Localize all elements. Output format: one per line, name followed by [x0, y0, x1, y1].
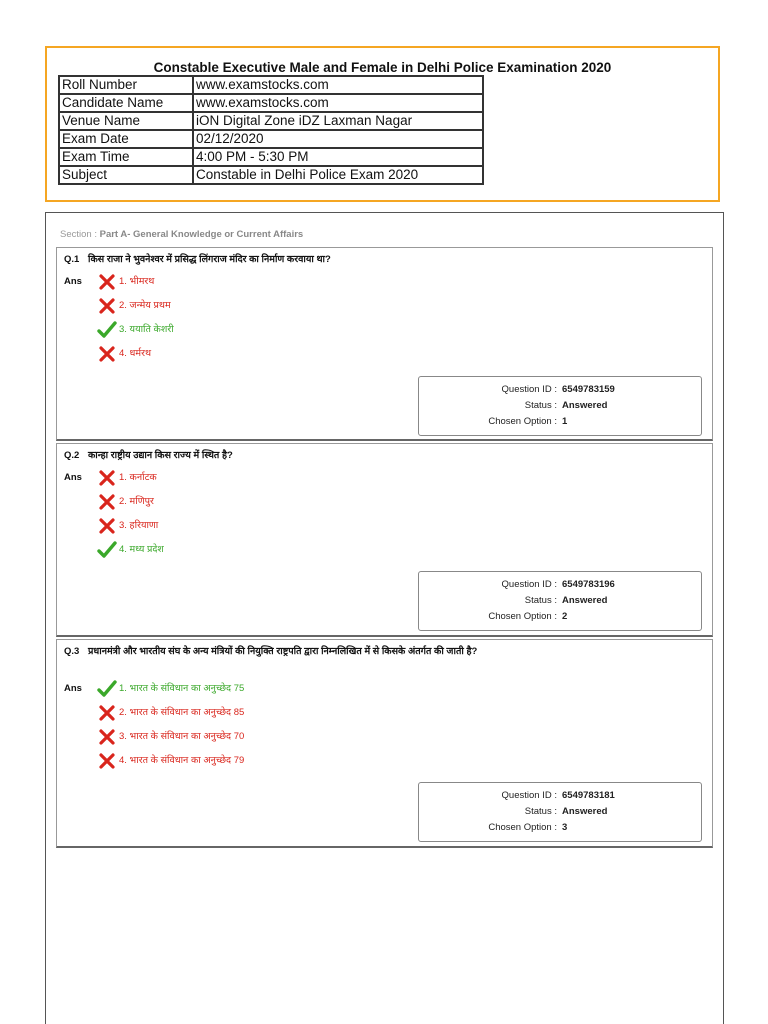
question-body: कान्हा राष्ट्रीय उद्यान किस राज्य में स्थित है?	[88, 450, 233, 461]
status-label: Status :	[524, 595, 557, 606]
option-1	[97, 273, 154, 291]
status-row	[419, 399, 701, 413]
question-1	[56, 247, 713, 441]
wrong-cross-icon	[97, 297, 117, 315]
table-row	[59, 130, 483, 148]
row-value: 4:00 PM - 5:30 PM	[193, 148, 483, 166]
option-label: 4. भारत के संविधान का अनुच्छेद 79	[119, 755, 245, 766]
question-body: किस राजा ने भुवनेश्वर में प्रसिद्ध लिंगराज मंदिर का निर्माण करवाया था?	[88, 254, 331, 265]
option-label: 2. भारत के संविधान का अनुच्छेद 85	[119, 707, 245, 718]
option-3	[97, 321, 174, 339]
question-text	[64, 254, 524, 266]
chosen-option-label: Chosen Option :	[488, 416, 557, 427]
option-label: 1. भीमरथ	[119, 276, 155, 287]
option-2	[97, 297, 171, 315]
chosen-option-value: 3	[562, 822, 568, 833]
option-label: 1. कर्नाटक	[119, 472, 157, 483]
option-label: 1. भारत के संविधान का अनुच्छेद 75	[119, 683, 245, 694]
option-1	[97, 680, 244, 698]
row-label: Exam Time	[59, 148, 193, 166]
wrong-cross-icon	[97, 493, 117, 511]
question-id-row	[419, 578, 701, 592]
row-value: www.examstocks.com	[193, 76, 483, 94]
question-info-panel	[418, 782, 702, 842]
question-info-panel	[418, 571, 702, 631]
question-body: प्रधानमंत्री और भारतीय संघ के अन्य मंत्रियों की नियुक्ति राष्ट्रपति द्वारा निम्नलिखित में से किसके अंतर्गत की जाती है?	[88, 646, 478, 657]
option-1	[97, 469, 157, 487]
question-number: Q.2	[64, 450, 80, 461]
wrong-cross-icon	[97, 345, 117, 363]
wrong-cross-icon	[97, 273, 117, 291]
wrong-cross-icon	[97, 469, 117, 487]
option-3	[97, 728, 244, 746]
section-name: Part A- General Knowledge or Current Affairs	[99, 229, 304, 240]
option-label: 4. धर्मरथ	[119, 348, 152, 359]
candidate-info-table	[58, 75, 484, 185]
question-2	[56, 443, 713, 637]
option-2	[97, 704, 244, 722]
option-3	[97, 517, 158, 535]
wrong-cross-icon	[97, 752, 117, 770]
status-value: Answered	[562, 400, 608, 411]
question-id-label: Question ID :	[501, 384, 557, 395]
chosen-option-row	[419, 821, 701, 835]
option-label: 4. मध्य प्रदेश	[119, 544, 164, 555]
question-id-label: Question ID :	[501, 579, 557, 590]
wrong-cross-icon	[97, 517, 117, 535]
question-id-value: 6549783159	[562, 384, 615, 395]
option-4	[97, 541, 164, 559]
question-number: Q.3	[64, 646, 80, 657]
exam-title: Constable Executive Male and Female in Delhi Police Examination 2020	[153, 60, 612, 75]
status-value: Answered	[562, 595, 608, 606]
table-row	[59, 148, 483, 166]
status-row	[419, 805, 701, 819]
row-label: Roll Number	[59, 76, 193, 94]
table-row	[59, 166, 483, 184]
ans-label: Ans	[64, 472, 82, 483]
correct-check-icon	[97, 321, 117, 339]
question-id-row	[419, 789, 701, 803]
status-row	[419, 594, 701, 608]
question-info-panel	[418, 376, 702, 436]
option-label: 2. मणिपुर	[119, 496, 154, 507]
option-2	[97, 493, 154, 511]
option-4	[97, 345, 151, 363]
table-row	[59, 76, 483, 94]
row-value: 02/12/2020	[193, 130, 483, 148]
status-label: Status :	[524, 400, 557, 411]
option-label: 3. हरियाणा	[119, 520, 159, 531]
status-label: Status :	[524, 806, 557, 817]
row-value: Constable in Delhi Police Exam 2020	[193, 166, 483, 184]
question-id-value: 6549783181	[562, 790, 615, 801]
chosen-option-value: 2	[562, 611, 568, 622]
option-label: 3. भारत के संविधान का अनुच्छेद 70	[119, 731, 245, 742]
option-label: 3. ययाति केशरी	[119, 324, 174, 335]
correct-check-icon	[97, 680, 117, 698]
chosen-option-label: Chosen Option :	[488, 822, 557, 833]
wrong-cross-icon	[97, 728, 117, 746]
chosen-option-row	[419, 610, 701, 624]
option-4	[97, 752, 244, 770]
row-label: Exam Date	[59, 130, 193, 148]
question-text	[64, 646, 504, 658]
candidate-info-panel	[45, 46, 720, 202]
chosen-option-label: Chosen Option :	[488, 611, 557, 622]
table-row	[59, 94, 483, 112]
question-id-label: Question ID :	[501, 790, 557, 801]
question-id-value: 6549783196	[562, 579, 615, 590]
row-value: iON Digital Zone iDZ Laxman Nagar	[193, 112, 483, 130]
table-row	[59, 112, 483, 130]
row-label: Subject	[59, 166, 193, 184]
chosen-option-value: 1	[562, 416, 568, 427]
chosen-option-row	[419, 415, 701, 429]
status-value: Answered	[562, 806, 608, 817]
section-prefix: Section :	[60, 229, 100, 240]
ans-label: Ans	[64, 276, 82, 287]
question-id-row	[419, 383, 701, 397]
ans-label: Ans	[64, 683, 82, 694]
question-3	[56, 639, 713, 848]
row-label: Candidate Name	[59, 94, 193, 112]
question-number: Q.1	[64, 254, 80, 265]
row-value: www.examstocks.com	[193, 94, 483, 112]
correct-check-icon	[97, 541, 117, 559]
option-label: 2. जन्मेय प्रथम	[119, 300, 171, 311]
question-text	[64, 450, 524, 462]
section-heading	[60, 229, 303, 240]
row-label: Venue Name	[59, 112, 193, 130]
wrong-cross-icon	[97, 704, 117, 722]
